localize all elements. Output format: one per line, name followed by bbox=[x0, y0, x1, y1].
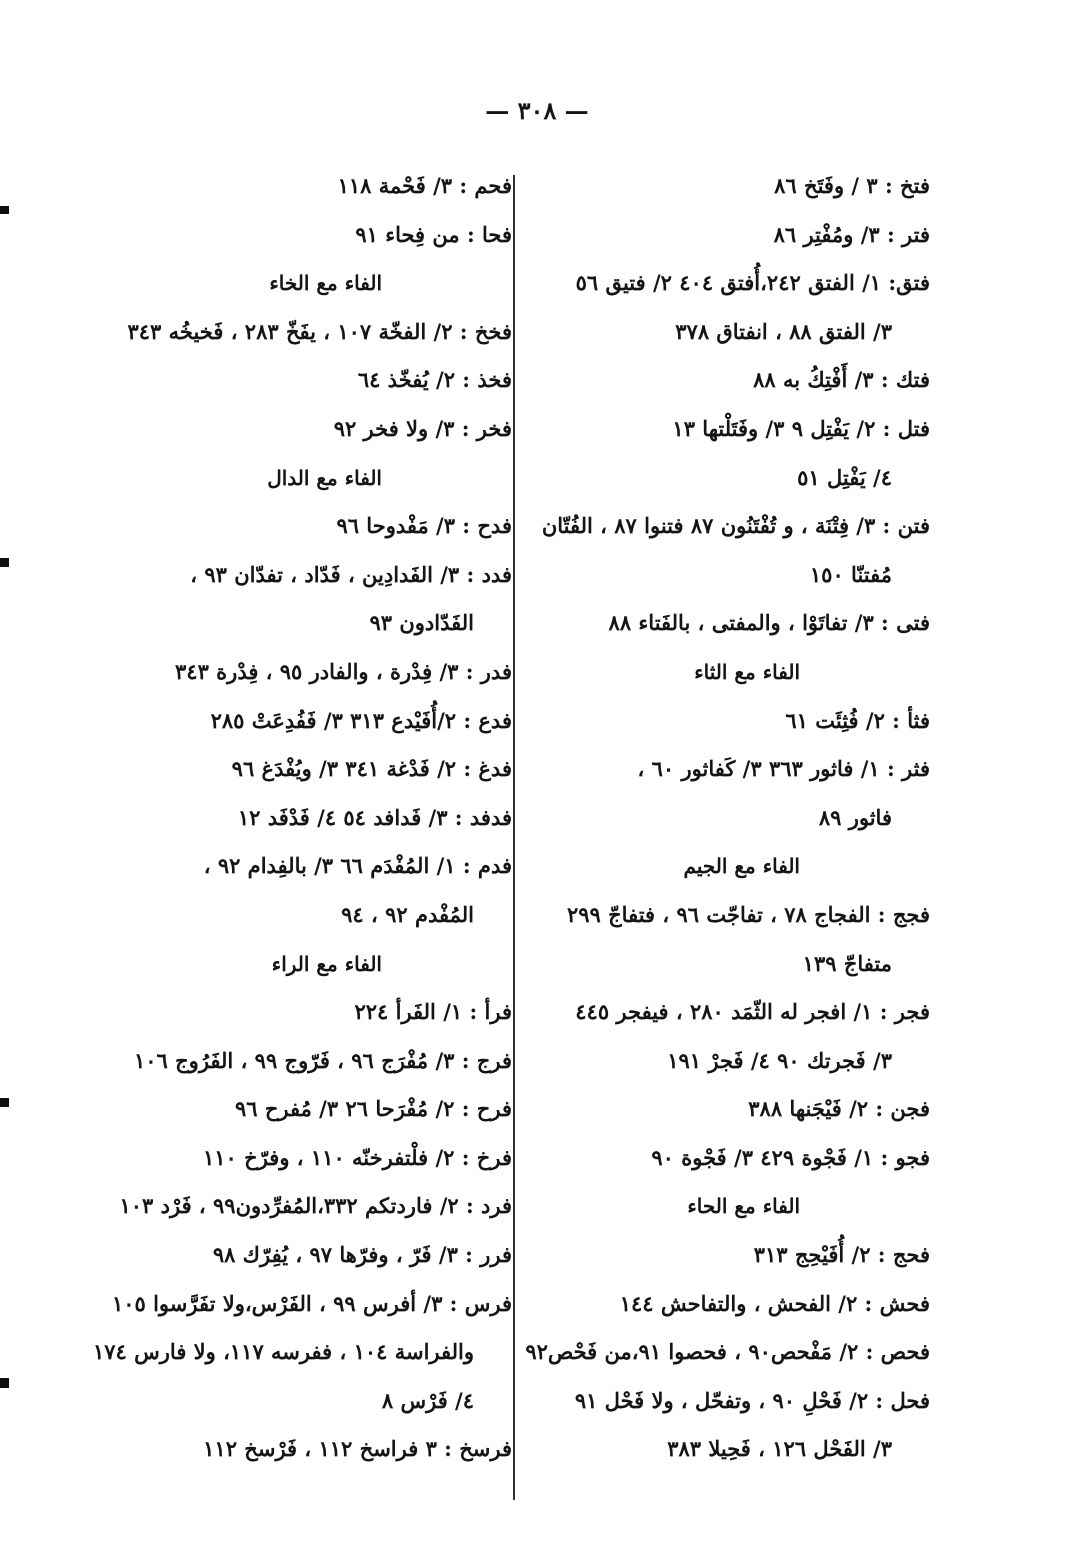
index-entry: فدر : ٣/ فِدْرة ، والفادر ٩٥ ، فِدْرة ٣٤٣ bbox=[175, 658, 512, 684]
index-entry: فحم : ٣/ فَحْمة ١١٨ bbox=[337, 173, 512, 198]
index-entry: فخر : ٣/ ولا فخر ٩٢ bbox=[333, 415, 512, 441]
index-entry: فرس : ٣/ أفرس ٩٩ ، الفَرْس،ولا تفَرَّسوا ١٠٥ bbox=[111, 1290, 512, 1316]
index-entry: فرد : ٢/ فاردتكم ٣٣٢،المُفرِّدون٩٩ ، فَرْد ١٠٣ bbox=[119, 1193, 512, 1219]
column-divider bbox=[513, 175, 515, 1500]
index-entry: فتق: ١/ الفتق ٢٤٢،أُفتق ٤٠٤ ٢/ فتيق ٥٦ bbox=[575, 270, 930, 296]
index-entry: فتى : ٣/ تفاتَوْا ، والمفتى ، بالفَتاء ٨٨ bbox=[608, 610, 930, 636]
section-heading: الفاء مع الدال bbox=[267, 465, 382, 490]
scan-edge-mark bbox=[0, 1098, 9, 1107]
index-entry: فحص : ٢/ مَفْحص٩٠ ، فحصوا ٩١،من فَحْص٩٢ bbox=[525, 1339, 930, 1365]
entry-continuation: ٣/ الفتق ٨٨ ، انفتاق ٣٧٨ bbox=[675, 318, 892, 344]
index-entry: فتخ : ٣ / وفَتَخ ٨٦ bbox=[774, 173, 930, 198]
index-entry: فرأ : ١/ الفَرأ ٢٢٤ bbox=[354, 999, 512, 1025]
section-heading: الفاء مع الراء bbox=[271, 951, 382, 976]
index-entry: فثر : ١/ فاثور ٣٦٣ ٣/ كَفاثور ٦٠ ، bbox=[637, 756, 930, 782]
index-entry: فتل : ٢/ يَفْتِل ٩ ٣/ وفَتَلْتها ١٣ bbox=[672, 415, 930, 441]
entry-continuation: متفاجّ ١٣٩ bbox=[802, 950, 892, 976]
index-entry: فرح : ٢/ مُفْرَحا ٢٦ ٣/ مُفرح ٩٦ bbox=[234, 1096, 512, 1122]
index-entry: فدفد : ٣/ فَدافد ٥٤ ٤/ فَدْفَد ١٢ bbox=[237, 804, 512, 830]
index-entry: فحش : ٢/ الفحش ، والتفاحش ١٤٤ bbox=[619, 1290, 930, 1316]
index-entry: فثأ : ٢/ فُثِئَت ٦١ bbox=[785, 707, 930, 733]
index-entry: فحج : ٢/ أُفَيْحِج ٣١٣ bbox=[753, 1242, 930, 1268]
entry-continuation: والفراسة ١٠٤ ، ففرسه ١١٧، ولا فارس ١٧٤ bbox=[93, 1339, 474, 1365]
entry-continuation: المُفْدم ٩٢ ، ٩٤ bbox=[341, 901, 474, 927]
index-entry: فدع : ٢/أُفَيْدع ٣١٣ ٣/ فَفُدِعَتْ ٢٨٥ bbox=[210, 707, 512, 733]
index-entry: فحل : ٢/ فَحْلِ ٩٠ ، وتفحّل ، ولا فَحْل ٩١ bbox=[574, 1387, 930, 1413]
scan-edge-mark bbox=[0, 558, 9, 567]
index-entry: فجر : ١/ افجر له الثّمَد ٢٨٠ ، فيفجر ٤٤٥ bbox=[575, 999, 930, 1025]
index-entry: فتر : ٣/ ومُفْتِر ٨٦ bbox=[773, 221, 930, 247]
scan-edge-mark bbox=[0, 1378, 9, 1388]
index-entry: فرسخ : ٣ فراسخ ١١٢ ، فَرْسخ ١١٢ bbox=[203, 1436, 512, 1462]
index-entry: فخذ : ٢/ يُفخّذ ٦٤ bbox=[357, 367, 512, 393]
index-entry: فحا : من فِحاء ٩١ bbox=[355, 221, 512, 247]
entry-continuation: ٣/ الفَحْل ١٢٦ ، فَحِيلا ٣٨٣ bbox=[667, 1436, 892, 1462]
index-entry: فجج : الفجاج ٧٨ ، تفاجّت ٩٦ ، فتفاجّ ٢٩٩ bbox=[566, 901, 930, 927]
section-heading: الفاء مع الثاء bbox=[694, 659, 800, 684]
entry-continuation: فاثور ٨٩ bbox=[818, 804, 892, 830]
index-entry: فرخ : ٢/ فلْتفرخنّه ١١٠ ، وفرّخ ١١٠ bbox=[203, 1144, 512, 1170]
index-entry: فجو : ١/ فَجْوة ٤٢٩ ٣/ فَجْوة ٩٠ bbox=[651, 1144, 930, 1170]
index-entry: فخخ : ٢/ الفخّة ١٠٧ ، يفَخّ ٢٨٣ ، فَخيخُه ٣٤٣ bbox=[127, 318, 512, 344]
entry-continuation: مُفتنّا ١٥٠ bbox=[809, 561, 892, 587]
scan-edge-mark bbox=[0, 206, 9, 214]
entry-continuation: ٣/ فَجرتك ٩٠ ٤/ فَجرْ ١٩١ bbox=[667, 1047, 892, 1073]
section-heading: الفاء مع الحاء bbox=[687, 1194, 800, 1219]
index-column-right bbox=[525, 162, 930, 1474]
section-heading: الفاء مع الجيم bbox=[683, 854, 800, 879]
index-column-left bbox=[93, 162, 512, 1474]
index-entry: فرر : ٣/ فَرّ ، وفرّها ٩٧ ، يُفِرّك ٩٨ bbox=[212, 1242, 512, 1268]
index-entry: فدح : ٣/ مَفْدوحا ٩٦ bbox=[336, 513, 512, 539]
index-entry: فتن : ٣/ فِتْنَة ، و تُفْتَنُون ٨٧ فتنوا ٨٧ ، الفُتّان bbox=[541, 513, 930, 539]
index-entry: فتك : ٣/ أَفْتِكُ به ٨٨ bbox=[753, 367, 930, 393]
index-entry: فدد : ٣/ الفَدادِين ، فَدّاد ، تفدّان ٩٣ ، bbox=[190, 561, 512, 587]
entry-continuation: ٤/ يَفْتِل ٥١ bbox=[797, 464, 892, 490]
index-entry: فدم : ١/ المُفْدَم ٦٦ ٣/ بالفِدام ٩٢ ، bbox=[203, 853, 512, 879]
index-entry: فجن : ٢/ فَيْجَنها ٣٨٨ bbox=[748, 1096, 930, 1122]
entry-continuation: الفَدّادون ٩٣ bbox=[369, 610, 474, 636]
index-entry: فدغ : ٢/ فَدْغة ٣٤١ ٣/ ويُفْدَغ ٩٦ bbox=[231, 756, 512, 782]
entry-continuation: ٤/ فَرْس ٨ bbox=[381, 1387, 474, 1413]
page-number: — ٣٠٨ — bbox=[485, 96, 589, 125]
index-entry: فرج : ٣/ مُفْرَج ٩٦ ، فَرّوج ٩٩ ، الفَرُوج ١٠٦ bbox=[133, 1047, 512, 1073]
section-heading: الفاء مع الخاء bbox=[269, 271, 382, 296]
